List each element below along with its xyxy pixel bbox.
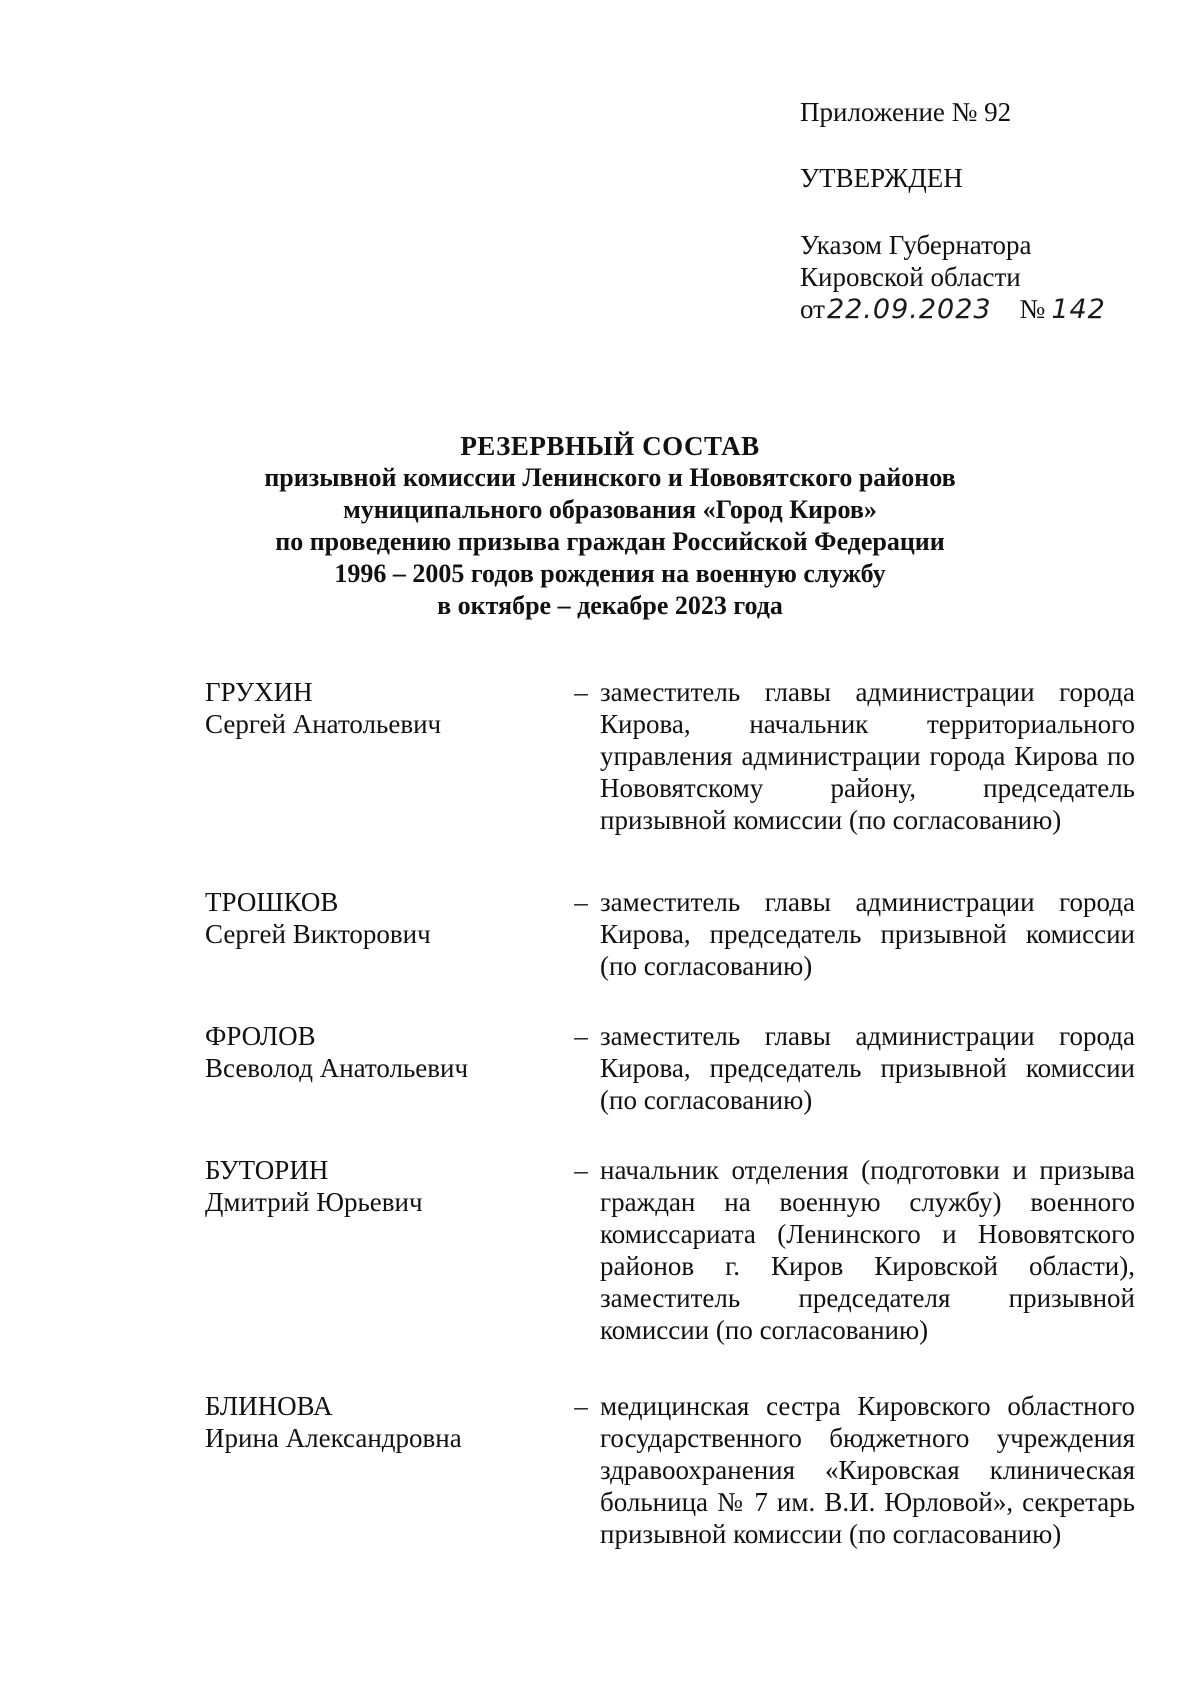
member-name — [205, 1390, 565, 1454]
member-surname: БЛИНОВА — [205, 1391, 333, 1421]
member-dash: – — [574, 1021, 588, 1051]
date-prefix: от — [800, 294, 825, 324]
decree-line-2: Кировской области — [800, 262, 1021, 292]
title-line-5: 1996 – 2005 годов рождения на военную службу — [334, 559, 886, 588]
member-given-names: Сергей Анатольевич — [205, 709, 442, 739]
member-role: заместитель главы администрации города Кирова, председатель призывной комиссии (по согласованию) — [600, 887, 1135, 981]
title-line-3: муниципального образования «Город Киров» — [343, 495, 877, 524]
member-surname: ТРОШКОВ — [205, 887, 339, 917]
member-name — [205, 676, 565, 740]
decree-reference — [800, 229, 1106, 326]
member-role: начальник отделения (подготовки и призыва граждан на военную службу) военного комиссариата (Ленинского и Нововятского районов г. Киров Кировской области), заместитель председателя призывной комиссии (по согласованию) — [600, 1155, 1135, 1345]
member-dash: – — [574, 677, 588, 707]
member-given-names: Сергей Викторович — [205, 919, 431, 949]
member-role: медицинская сестра Кировского областного государственного бюджетного учреждения здравоохранения «Кировская клиническая больница № 7 им. В.И. Юрловой», секретарь призывной комиссии (по согласованию) — [600, 1391, 1135, 1549]
appendix-number: Приложение № 92 — [800, 97, 1012, 127]
member-name — [205, 1154, 565, 1218]
document-title — [160, 430, 1060, 622]
decree-date-number-line — [800, 293, 1106, 326]
member-surname: ГРУХИН — [205, 677, 313, 707]
number-label: № — [1019, 294, 1046, 324]
member-name — [205, 886, 565, 950]
member-given-names: Дмитрий Юрьевич — [205, 1187, 423, 1217]
handwritten-date: 22.09.2023 — [826, 294, 992, 325]
member-dash: – — [574, 1155, 588, 1185]
title-line-4: по проведению призыва граждан Российской Федерации — [275, 527, 945, 556]
title-line-1: РЕЗЕРВНЫЙ СОСТАВ — [460, 431, 760, 461]
member-role: заместитель главы администрации города Кирова, председатель призывной комиссии (по согласованию) — [600, 1021, 1135, 1115]
member-dash: – — [574, 1391, 588, 1421]
member-surname: ФРОЛОВ — [205, 1021, 316, 1051]
member-surname: БУТОРИН — [205, 1155, 329, 1185]
decree-line-1: Указом Губернатора — [800, 230, 1032, 260]
member-given-names: Всеволод Анатольевич — [205, 1053, 469, 1083]
approved-stamp-text: УТВЕРЖДЕН — [800, 163, 963, 193]
title-line-2: призывной комиссии Ленинского и Нововятского районов — [264, 463, 956, 492]
member-role: заместитель главы администрации города Кирова, начальник территориального управления администрации города Кирова по Нововятскому району, председатель призывной комиссии (по согласованию) — [600, 677, 1135, 835]
title-line-6: в октябре – декабре 2023 года — [437, 591, 783, 620]
member-dash: – — [574, 887, 588, 917]
handwritten-number: 142 — [1051, 294, 1106, 325]
member-name — [205, 1020, 565, 1084]
member-given-names: Ирина Александровна — [205, 1423, 462, 1453]
